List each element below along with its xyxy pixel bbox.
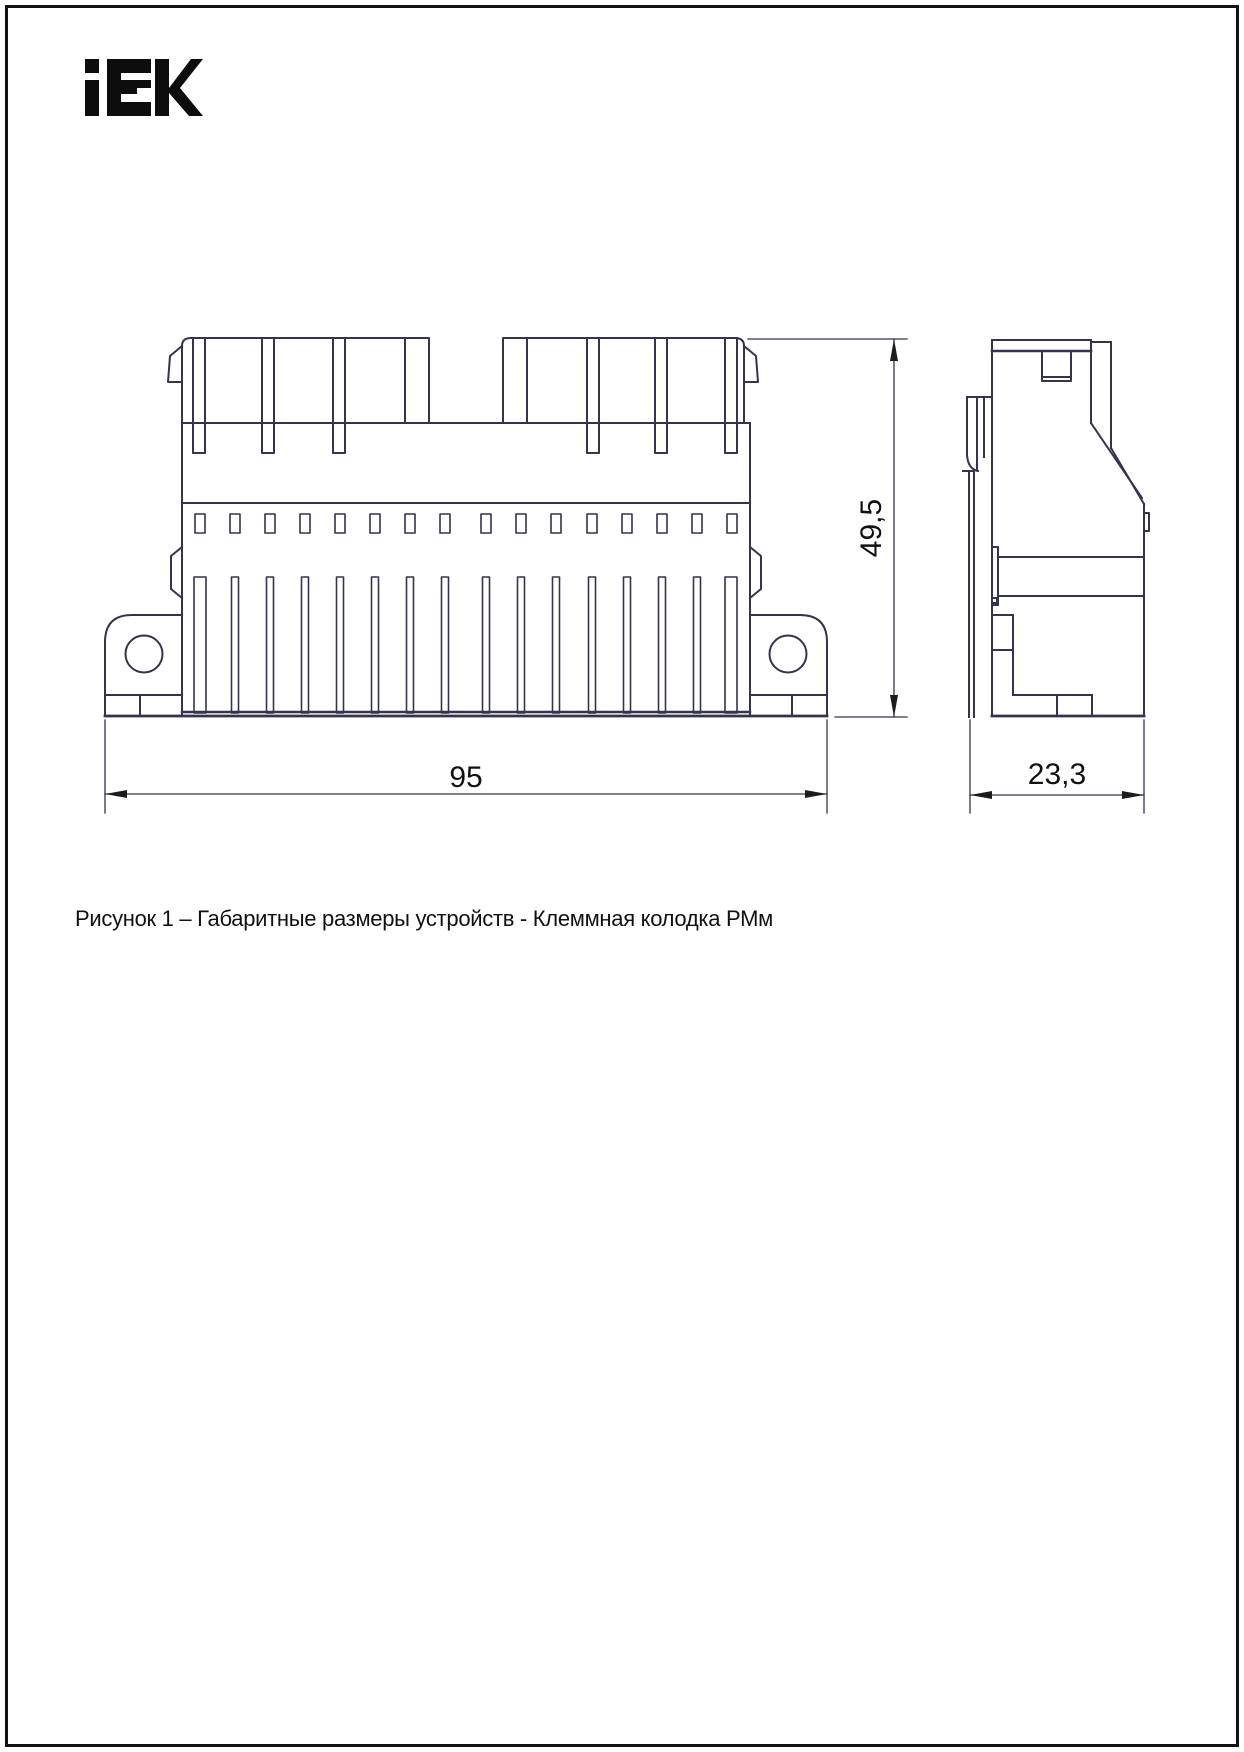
iek-logo [85,59,203,116]
dimension-width-label: 95 [449,761,483,794]
dimension-lines [105,339,1144,813]
figure-caption: Рисунок 1 – Габаритные размеры устройств - Клеммная колодка РМм [75,906,773,931]
dimension-height-label: 49,5 [855,498,888,558]
dimension-depth-label: 23,3 [1027,758,1087,791]
side-view-drawing [963,340,1149,717]
front-view-drawing [105,338,827,716]
